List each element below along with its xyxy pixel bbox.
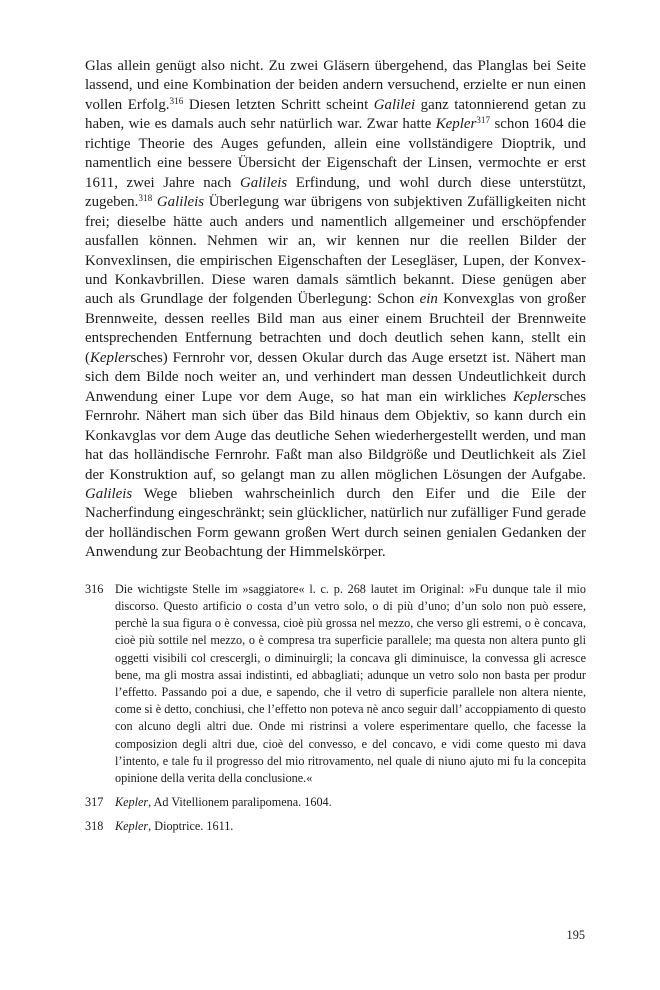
footnote-316 — [85, 581, 586, 787]
footnote-text: Kepler, Ad Vitellionem paralipomena. 1604. — [115, 795, 332, 810]
footnote-text: Die wichtigste Stelle im »saggiatore« l. c. p. 268 lautet im Original: »Fu dunque tale il mio discorso. Questo artificio o costa d’un vetro solo, o di più d’uno; d’un solo non può essere, perchè la sua figura o è convessa, cioè più grossa nel mezzo, che verso gli estremi, o è concava, cioè più sottile nel mezzo, o è compresa tra superficie parallele; ma questa non altera punto gli oggetti visibili col crescergli, o diminuirgli; la concava gli diminuisce, la convessa gli acresce bene, ma gli mostra assai indistinti, ed abbagliati; adunque un vetro solo non basta per produr l’effetto. Passando poi a due, e sapendo, che il vetro di superficie parallele non altera niente, come si è detto, conchiusi, che l’effetto non poteva nè anco seguir dall’ accoppiamento di questo con alcuno degli altri due. Onde mi ristrinsi a volere esperimentare quello, che facesse la composizion degli altri due, cioè del convesso, e del concavo, e vidi come questo mi dava l’intento, e tale fu il progresso del mio ritrovamento, nel quale di niuno ajuto mi fu la concepita opinione della verita della conclusione.« — [115, 581, 586, 786]
footnote-reference: 318 — [138, 193, 153, 204]
footnote-reference: 316 — [169, 95, 184, 106]
footnote-number: 318 — [85, 819, 104, 834]
text-block — [85, 57, 586, 836]
footnote-number: 317 — [85, 795, 104, 810]
main-paragraph: Glas allein genügt also nicht. Zu zwei Gläsern übergehend, das Planglas bei Seite lassend, und eine Kombination der beiden andern versuchend, erzielte er nun einen vollen Erfolg.$^{316}$ Diesen letzten Schritt scheint Galilei ganz tatonnierend getan zu haben, wie es damals auch sehr natürlich war. Zwar hatte Kepler$^{317}$ schon 1604 die richtige Theorie des Auges gefunden, allein eine vollständigere Dioptrik, und namentlich eine bessere Übersicht der Eigenschaft der Linsen, vermochte er erst 1611, zwei Jahre nach Galileis Erfindung, und wohl durch diese unterstützt, zugeben.$^{318}$ Galileis Überlegung war übrigens von subjektiven Zufälligkeiten nicht frei; dieselbe hätte auch anders und namentlich allgemeiner und erschöpfender ausfallen können. Nehmen wir an, wir kennen nur die reellen Bilder der Konvexlinsen, die empirischen Eigenschaften der Lesegläser, Lupen, der Konvex- und Konkavbrillen. Diese waren damals sämtlich bekannt. Diese genügen aber auch als Grundlage der folgenden Überlegung: Schon ein Konvexglas von großer Brennweite, dessen reelles Bild man aus einer einem Bruchteil der Brennweite entsprechenden Entfernung betrachten und doch deutlich sehen kann, stellt ein (Keplersches) Fernrohr vor, dessen Okular durch das Auge ersetzt ist. Nähert man sich dem Bilde noch weiter an, und verhindert man dessen Undeutlichkeit durch Anwendung einer Lupe vor dem Auge, so hat man ein wirkliches Keplersches Fernrohr. Nähert man sich über das Bild hinaus dem Objektiv, so kann durch ein Konkavglas vor dem Auge das deutliche Sehen wiederhergestellt werden, und man hat das holländische Fernrohr. Faßt man also Bildgröße und Deutlichkeit als Ziel der Konstruktion auf, so gelangt man zu allen möglichen Lösungen der Aufgabe. Galileis Wege blieben wahrscheinlich durch den Eifer und die Eile der Nacherfindung eingeschränkt; sein glücklicher, natürlich nur zufälliger Fund gerade der holländischen Form gewann großen Wert durch seinen genialen Gedanken der Anwendung zur Beobachtung der Himmelskörper. — [85, 58, 586, 561]
footnote-318 — [85, 818, 586, 835]
footnotes-section — [85, 581, 586, 836]
footnote-number: 316 — [85, 581, 104, 596]
footnote-317 — [85, 794, 586, 811]
footnote-text: Kepler, Dioptrice. 1611. — [115, 819, 234, 834]
footnote-reference: 317 — [476, 115, 491, 126]
page-number: 195 — [566, 928, 585, 942]
